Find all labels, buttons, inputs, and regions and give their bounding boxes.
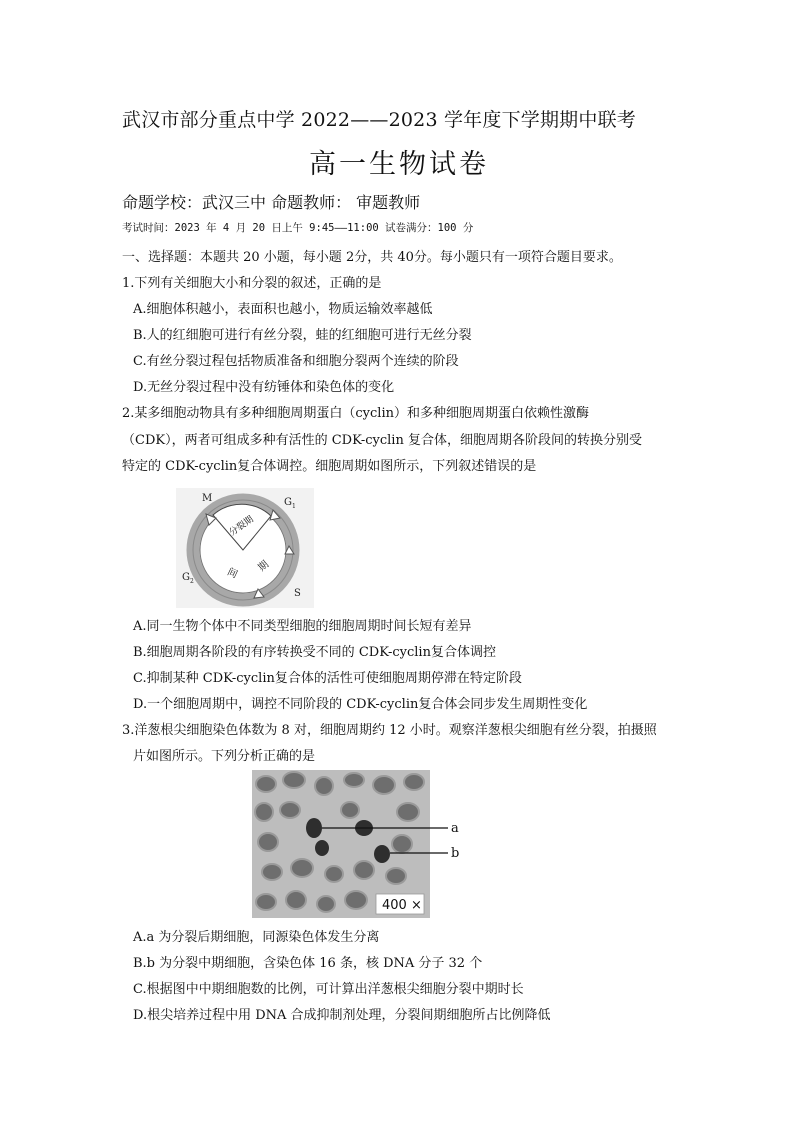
q3-stem-line1: 3.洋葱根尖细胞染色体数为 8 对，细胞周期约 12 小时。观察洋葱根尖细胞有丝分裂，拍摄照 [122, 723, 657, 738]
label-s: S [294, 588, 301, 599]
label-g1: G [284, 497, 292, 508]
label-interphase-2: 期 [256, 559, 272, 574]
exam-title-line1: 武汉市部分重点中学 2022——2023 学年度下学期期中联考 [122, 109, 636, 131]
q1-stem: 1.下列有关细胞大小和分裂的叙述，正确的是 [122, 276, 382, 291]
q2-option-a: A.同一生物个体中不同类型细胞的细胞周期时间长短有差异 [133, 619, 472, 634]
onion-root-micrograph [252, 770, 462, 918]
label-g2: G [182, 572, 190, 583]
exam-info: 考试时间：2023 年 4 月 20 日上午 9:45——11:00 试卷满分：100 分 [122, 222, 474, 234]
cell-cycle-diagram [176, 488, 314, 608]
q1-option-a: A.细胞体积越小，表面积也越小，物质运输效率越低 [133, 302, 433, 317]
label-g2-sub: 2 [190, 578, 194, 585]
q1-option-c: C.有丝分裂过程包括物质准备和细胞分裂两个连续的阶段 [133, 354, 459, 369]
q2-stem-line1: 2.某多细胞动物具有多种细胞周期蛋白（cyclin）和多种细胞周期蛋白依赖性激酶 [122, 406, 589, 421]
q3-option-c: C.根据图中中期细胞数的比例，可计算出洋葱根尖细胞分裂中期时长 [133, 982, 524, 997]
label-g1-sub: 1 [292, 503, 296, 510]
label-division-phase: 分裂期 [227, 514, 256, 539]
q1-option-b: B.人的红细胞可进行有丝分裂，蛙的红细胞可进行无丝分裂 [133, 328, 472, 343]
q3-option-b: B.b 为分裂中期细胞，含染色体 16 条，核 DNA 分子 32 个 [133, 956, 483, 971]
q2-option-c: C.抑制某种 CDK-cyclin复合体的活性可使细胞周期停滞在特定阶段 [133, 671, 522, 686]
label-a: a [451, 821, 459, 836]
q1-option-d: D.无丝分裂过程中没有纺锤体和染色体的变化 [133, 380, 395, 395]
label-b: b [451, 846, 460, 861]
magnification-label: 400 × [382, 898, 422, 913]
q2-option-d: D.一个细胞周期中，调控不同阶段的 CDK-cyclin复合体会同步发生周期性变化 [133, 697, 588, 712]
section-heading: 一、选择题：本题共 20 小题，每小题 2分，共 40分。每小题只有一项符合题目要求。 [122, 250, 622, 265]
exam-title-subject: 高一生物试卷 [309, 149, 489, 180]
q3-option-d: D.根尖培养过程中用 DNA 合成抑制剂处理，分裂间期细胞所占比例降低 [133, 1008, 551, 1023]
q2-stem-line3: 特定的 CDK-cyclin复合体调控。细胞周期如图所示，下列叙述错误的是 [122, 459, 537, 474]
q2-stem-line2: （CDK），两者可组成多种有活性的 CDK-cyclin 复合体，细胞周期各阶段间的转换分别受 [122, 433, 642, 448]
exam-authors: 命题学校：武汉三中 命题教师： 审题教师 [122, 193, 421, 212]
label-m: M [202, 493, 213, 504]
q3-option-a: A.a 为分裂后期细胞，同源染色体发生分离 [133, 930, 380, 945]
label-interphase-1: 间 [225, 566, 240, 581]
q3-stem-line2: 片如图所示。下列分析正确的是 [133, 749, 316, 764]
q2-option-b: B.细胞周期各阶段的有序转换受不同的 CDK-cyclin复合体调控 [133, 645, 496, 660]
